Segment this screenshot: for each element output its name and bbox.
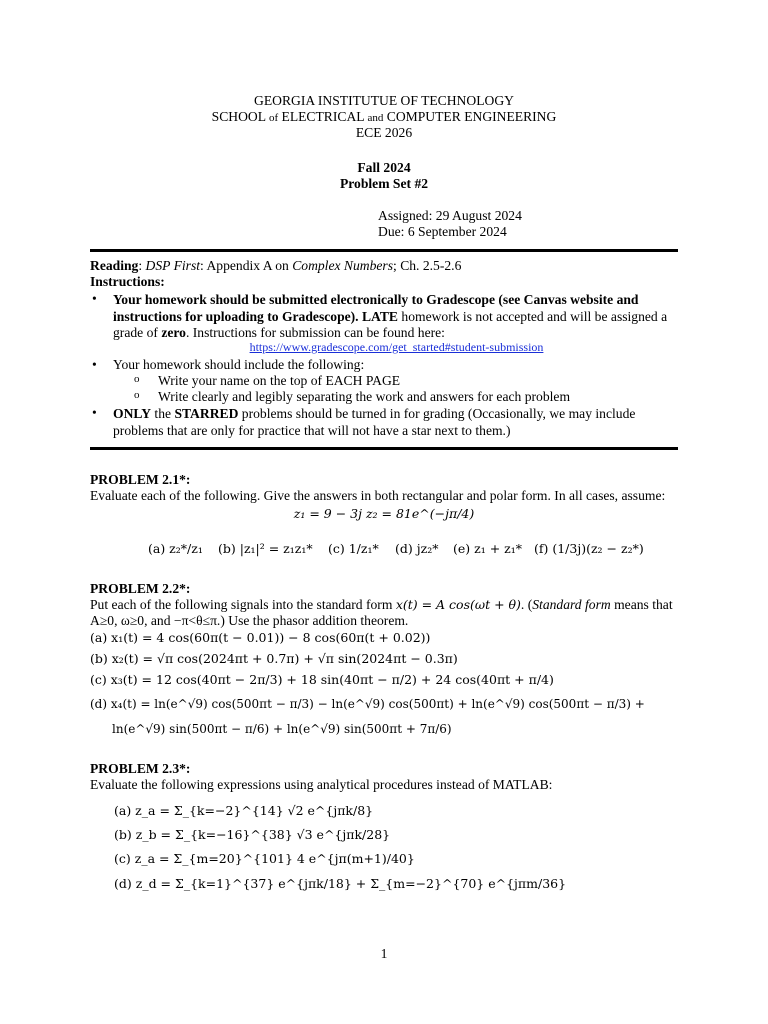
given-values: z₁ = 9 − 3j z₂ = 81e^(−jπ/4) (293, 506, 475, 521)
gradescope-link[interactable]: https://www.gradescope.com/get_started#student-submission (249, 340, 544, 354)
problem-2-3-title: PROBLEM 2.3*: (90, 761, 191, 776)
problem-2-1-a: (a) z₂*/z₁ (148, 541, 203, 556)
problem-2-3-b: (b) z_b = Σ_{k=−16}^{38} √3 e^{jπk/28} (114, 827, 391, 842)
sub-bullet-2-text: Write clearly and legibly separating the work and answers for each problem (158, 389, 571, 404)
bullet-2: • (92, 357, 97, 372)
reading-line: Reading: DSP First: Appendix A on Complex Numbers; Ch. 2.5-2.6 (90, 258, 462, 273)
instructions-label: Instructions: (90, 274, 165, 289)
sub-bullet-2: o (134, 389, 140, 401)
problem-2-3-text: Evaluate the following expressions using analytical procedures instead of MATLAB: (90, 777, 553, 792)
bullet-3-line-1: ONLY the STARRED problems should be turned in for grading (Occasionally, we may include (113, 406, 636, 421)
institute-name: GEORGIA INSTITUTUE OF TECHNOLOGY (254, 93, 514, 108)
bullet-1-line-1: Your homework should be submitted electronically to Gradescope (see Canvas website and (113, 292, 639, 307)
gradescope-link-row (113, 340, 680, 355)
problem-2-2-a: (a) x₁(t) = 4 cos(60π(t − 0.01)) − 8 cos(60π(t + 0.02)) (90, 630, 431, 645)
school-name: SCHOOL of ELECTRICAL and COMPUTER ENGINEERING (211, 109, 557, 124)
problem-2-2-title: PROBLEM 2.2*: (90, 581, 191, 596)
page-number: 1 (380, 946, 388, 961)
problem-2-1-c: (c) 1/z₁* (328, 541, 379, 556)
problem-2-2-d-line-1: (d) x₄(t) = ln(e^√9) cos(500πt − π/3) − ln(e^√9) cos(500πt) + ln(e^√9) cos(500πt − π/3) + (90, 697, 645, 711)
problem-2-1-given (0, 506, 768, 521)
problem-2-2-line-1: Put each of the following signals into the standard form x(t) = A cos(ωt + θ). (Standard form means that (90, 597, 673, 612)
bullet-1: • (92, 291, 97, 306)
problem-2-3-a: (a) z_a = Σ_{k=−2}^{14} √2 e^{jπk/8} (114, 803, 374, 818)
bullet-1-line-3: grade of zero. Instructions for submission can be found here: (113, 325, 445, 340)
problem-2-2-d-line-2: ln(e^√9) sin(500πt − π/6) + ln(e^√9) sin(500πt + 7π/6) (112, 722, 452, 736)
bottom-rule (90, 447, 678, 450)
bullet-3-line-2: problems that are only for practice that will not have a star next to them.) (113, 423, 511, 438)
problem-2-2-c: (c) x₃(t) = 12 cos(40πt − 2π/3) + 18 sin(40πt − π/2) + 24 cos(40πt + π/4) (90, 672, 554, 687)
problem-2-3-c: (c) z_a = Σ_{m=20}^{101} 4 e^{jπ(m+1)/40} (114, 851, 415, 866)
top-rule (90, 249, 678, 252)
course-number: ECE 2026 (355, 125, 413, 140)
sub-bullet-1-text: Write your name on the top of EACH PAGE (158, 373, 401, 388)
problem-2-1-title: PROBLEM 2.1*: (90, 472, 191, 487)
problem-2-1-f: (f) (1/3j)(z₂ − z₂*) (534, 541, 644, 556)
bullet-1-line-2: instructions for uploading to Gradescope). LATE homework is not accepted and will be assigned a (113, 309, 668, 324)
problem-2-1-b: (b) |z₁|² = z₁z₁* (218, 541, 313, 556)
problem-2-2-line-2: A≥0, ω≥0, and −π<θ≤π.) Use the phasor addition theorem. (90, 613, 409, 628)
bullet-2-text: Your homework should include the following: (113, 357, 365, 372)
problem-2-1-d: (d) jz₂* (395, 541, 439, 556)
term: Fall 2024 (357, 160, 411, 175)
due-date: Due: 6 September 2024 (378, 224, 507, 239)
problem-set-title: Problem Set #2 (339, 176, 429, 191)
problem-2-1-e: (e) z₁ + z₁* (453, 541, 522, 556)
problem-2-1-text: Evaluate each of the following. Give the answers in both rectangular and polar form. In all cases, assume: (90, 488, 666, 503)
problem-2-2-b: (b) x₂(t) = √π cos(2024πt + 0.7π) + √π sin(2024πt − 0.3π) (90, 651, 458, 666)
bullet-3: • (92, 405, 97, 420)
sub-bullet-1: o (134, 373, 140, 385)
problem-2-3-d: (d) z_d = Σ_{k=1}^{37} e^{jπk/18} + Σ_{m=−2}^{70} e^{jπm/36} (114, 876, 567, 891)
assigned-date: Assigned: 29 August 2024 (378, 208, 522, 223)
